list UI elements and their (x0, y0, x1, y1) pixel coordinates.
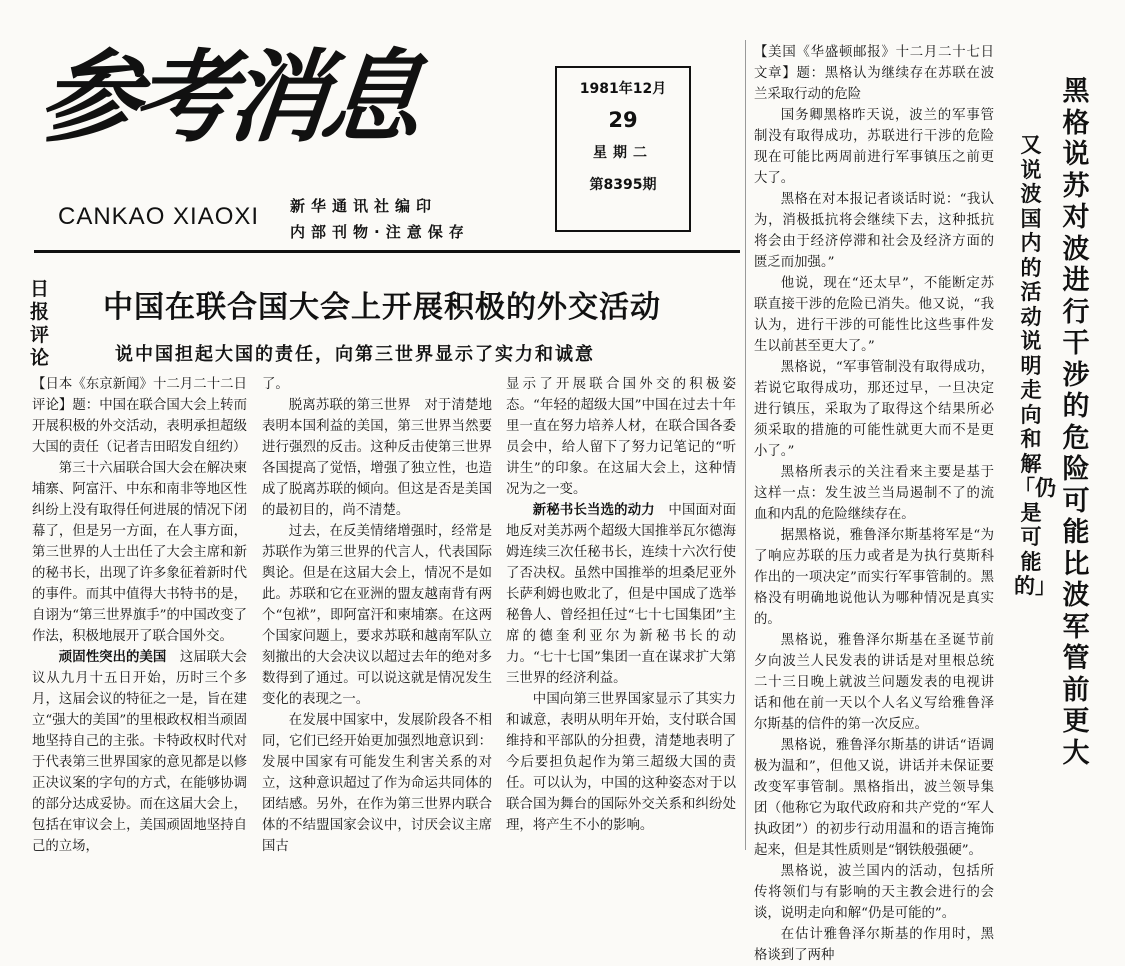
article-paragraph: 了。 (262, 377, 289, 392)
lead-subheadline: 说中国担起大国的责任，向第三世界显示了实力和诚意 (115, 344, 595, 365)
date-line: 1981年12月 (579, 81, 667, 97)
article-paragraph: 中国向第三世界国家显示了其实力和诚意，表明从明年开始，支付联合国维持和平部队的分担费，清楚地表明了今后要担负起作为第三超级大国的责任。可以认为，中国的这种姿态对于以联合国为舞台的国际外交关系和纠纷处理，将产生不小的影响。 (506, 692, 736, 833)
masthead-latin-title: CANKAO XIAOXI (58, 203, 260, 230)
article-paragraph: 显示了开展联合国外交的积极姿态。“年轻的超级大国”中国在过去十年里一直在努力培养人材，在联合国各委员会中，给人留下了努力记笔记的“听讲生”的印象。在这届大会上，这种情况为之一变。 (506, 377, 736, 497)
right-headline: 黑格说苏对波进行干涉的危险可能比波军管前更大 (1062, 76, 1090, 769)
article-text: 这届联大会议从九月十五日开始，历时三个多月，这届会议的特征之一是，旨在建立“强大的美国”的里根政权相当顽固地坚持自己的主张。卡特政权时代对于代表第三世界国家的意见都是以修正决议案的字句的方式，在能够协调的部分达成妥协。而在这届大会上，包括在审议会上，美国顽固地坚持自己的立场， (32, 650, 248, 854)
article-paragraph: 黑格说，“军事管制没有取得成功，若说它取得成功，那还过早，一旦决定进行镇压，采取为了取得这个结果所必须采取的措施的可能性就更大而不是更小了。” (754, 360, 994, 459)
publisher-line-1: 新华通讯社编印 (290, 197, 438, 215)
date-day: 29 (608, 108, 638, 132)
column-divider (745, 40, 746, 850)
article-paragraph: 在估计雅鲁泽尔斯基的作用时，黑格谈到了两种 (754, 927, 994, 963)
section-subheading: 顽固性突出的美国 (58, 650, 167, 665)
masthead-rule (34, 250, 740, 253)
article-paragraph: 黑格说，波兰国内的活动，包括所传将领们与有影响的天主教会进行的会谈，说明走向和解“仍是可能的”。 (754, 864, 994, 921)
article-intro: 【日本《东京新闻》十二月二十二日评论】题：中国在联合国大会上转而开展积极的外交活动，表明承担超级大国的责任（记者吉田昭发自纽约） (32, 377, 247, 455)
masthead-logo: 参考消息 (33, 38, 423, 156)
issue-number: 第8395期 (589, 177, 657, 193)
article-column-2 (262, 374, 492, 857)
right-article-intro: 【美国《华盛顿邮报》十二月二十七日文章】题：黑格认为继续存在苏联在波兰采取行动的危险 (754, 45, 994, 102)
article-column-1 (32, 374, 247, 857)
article-paragraph: 第三十六届联合国大会在解决柬埔寨、阿富汗、中东和南非等地区性纠纷上没有取得任何进展的情况下闭幕了，但是另一方面，在人事方面，第三世界的人士出任了大会主席和新的秘书长，出现了许多象征着新时代的事件。而其中值得大书特书的是，自诩为“第三世界旗手”的中国改变了作法，积极地展开了联合国外交。 (32, 461, 247, 644)
article-column-3 (506, 374, 736, 836)
article-paragraph: 脱离苏联的第三世界 对于清楚地表明本国利益的美国，第三世界当然要进行强烈的反击。这种反击使第三世界各国提高了觉悟，增强了独立性，也造成了脱离苏联的倾向。但这是否是美国的最初目的，尚不清楚。 (262, 398, 492, 518)
article-paragraph: 黑格说，雅鲁泽尔斯基在圣诞节前夕向波兰人民发表的讲话是对里根总统二十三日晚上就波兰问题发表的电视讲话和他在前一天以个人名义写给雅鲁泽尔斯基的信件的第一次反应。 (754, 633, 994, 732)
publisher-note (290, 193, 470, 245)
article-paragraph (506, 500, 736, 689)
article-paragraph: 黑格所表示的关注看来主要是基于这样一点：发生波兰当局遏制不了的流血和内乱的危险继续存在。 (754, 465, 994, 522)
right-subheadline: 又说波国内的活动说明走向和解「仍是可能的」 (1014, 133, 1056, 598)
article-paragraph: 黑格在对本报记者谈话时说：“我认为，消极抵抗将会继续下去，这种抵抗将会由于经济停滞和社会及经济方面的匮乏而加强。” (754, 192, 994, 270)
article-paragraph (32, 647, 247, 857)
publisher-line-2: 内部刊物·注意保存 (290, 223, 470, 241)
right-article-body (754, 42, 994, 966)
date-weekday: 星期二 (593, 145, 653, 161)
article-paragraph: 据黑格说，雅鲁泽尔斯基将军是“为了响应苏联的压力或者是为执行莫斯科作出的一项决定”而实行军事管制的。黑格没有明确地说他认为哪种情况是真实的。 (754, 528, 994, 627)
article-text: 中国面对面地反对美苏两个超级大国推举瓦尔德海姆连续三次任秘书长，连续十六次行使了否决权。虽然中国推举的坦桑尼亚外长萨利姆也败北了，但是中国成了选举秘鲁人、曾经担任过“七十七国集团”主席的德奎利亚尔为新秘书长的动力。“七十七国”集团一直在谋求扩大第三世界的经济利益。 (506, 503, 737, 686)
article-paragraph: 过去，在反美情绪增强时，经常是苏联作为第三世界的代言人，代表国际舆论。但是在这届大会上，情况不是如此。苏联和它在亚洲的盟友越南背有两个“包袱”，即阿富汗和柬埔寨。在这两个国家问题上，要求苏联和越南军队立刻撤出的大会决议以超过去年的绝对多数得到了通过。可以说这就是情况发生变化的表现之一。 (262, 524, 492, 707)
lead-headline: 中国在联合国大会上开展积极的外交活动 (103, 290, 661, 325)
article-paragraph: 黑格说，雅鲁泽尔斯基的讲话“语调极为温和”，但他又说，讲话并未保证要改变军事管制。黑格指出，波兰领导集团（他称它为取代政府和共产党的“军人执政团”）的初步行动用温和的语言掩饰起来，但是其性质则是“钢铁般强硬”。 (754, 738, 994, 858)
article-paragraph: 国务卿黑格昨天说，波兰的军事管制没有取得成功，苏联进行干涉的危险现在可能比两周前进行军事镇压之前更大了。 (754, 108, 994, 186)
comment-tag: 日报评论 (30, 278, 60, 369)
section-subheading: 新秘书长当选的动力 (532, 503, 655, 518)
date-box (555, 66, 691, 232)
article-paragraph: 他说，现在“还太早”，不能断定苏联直接干涉的危险已消失。他又说，“我认为，进行干涉的可能性比这些事件发生以前甚至更大了。” (754, 276, 994, 354)
article-paragraph: 在发展中国家中，发展阶段各不相同，它们已经开始更加强烈地意识到：发展中国家有可能发生利害关系的对立，这种意识超过了作为命运共同体的团结感。另外，在作为第三世界内联合体的不结盟国家会议中，讨厌会议主席国古 (262, 713, 492, 854)
